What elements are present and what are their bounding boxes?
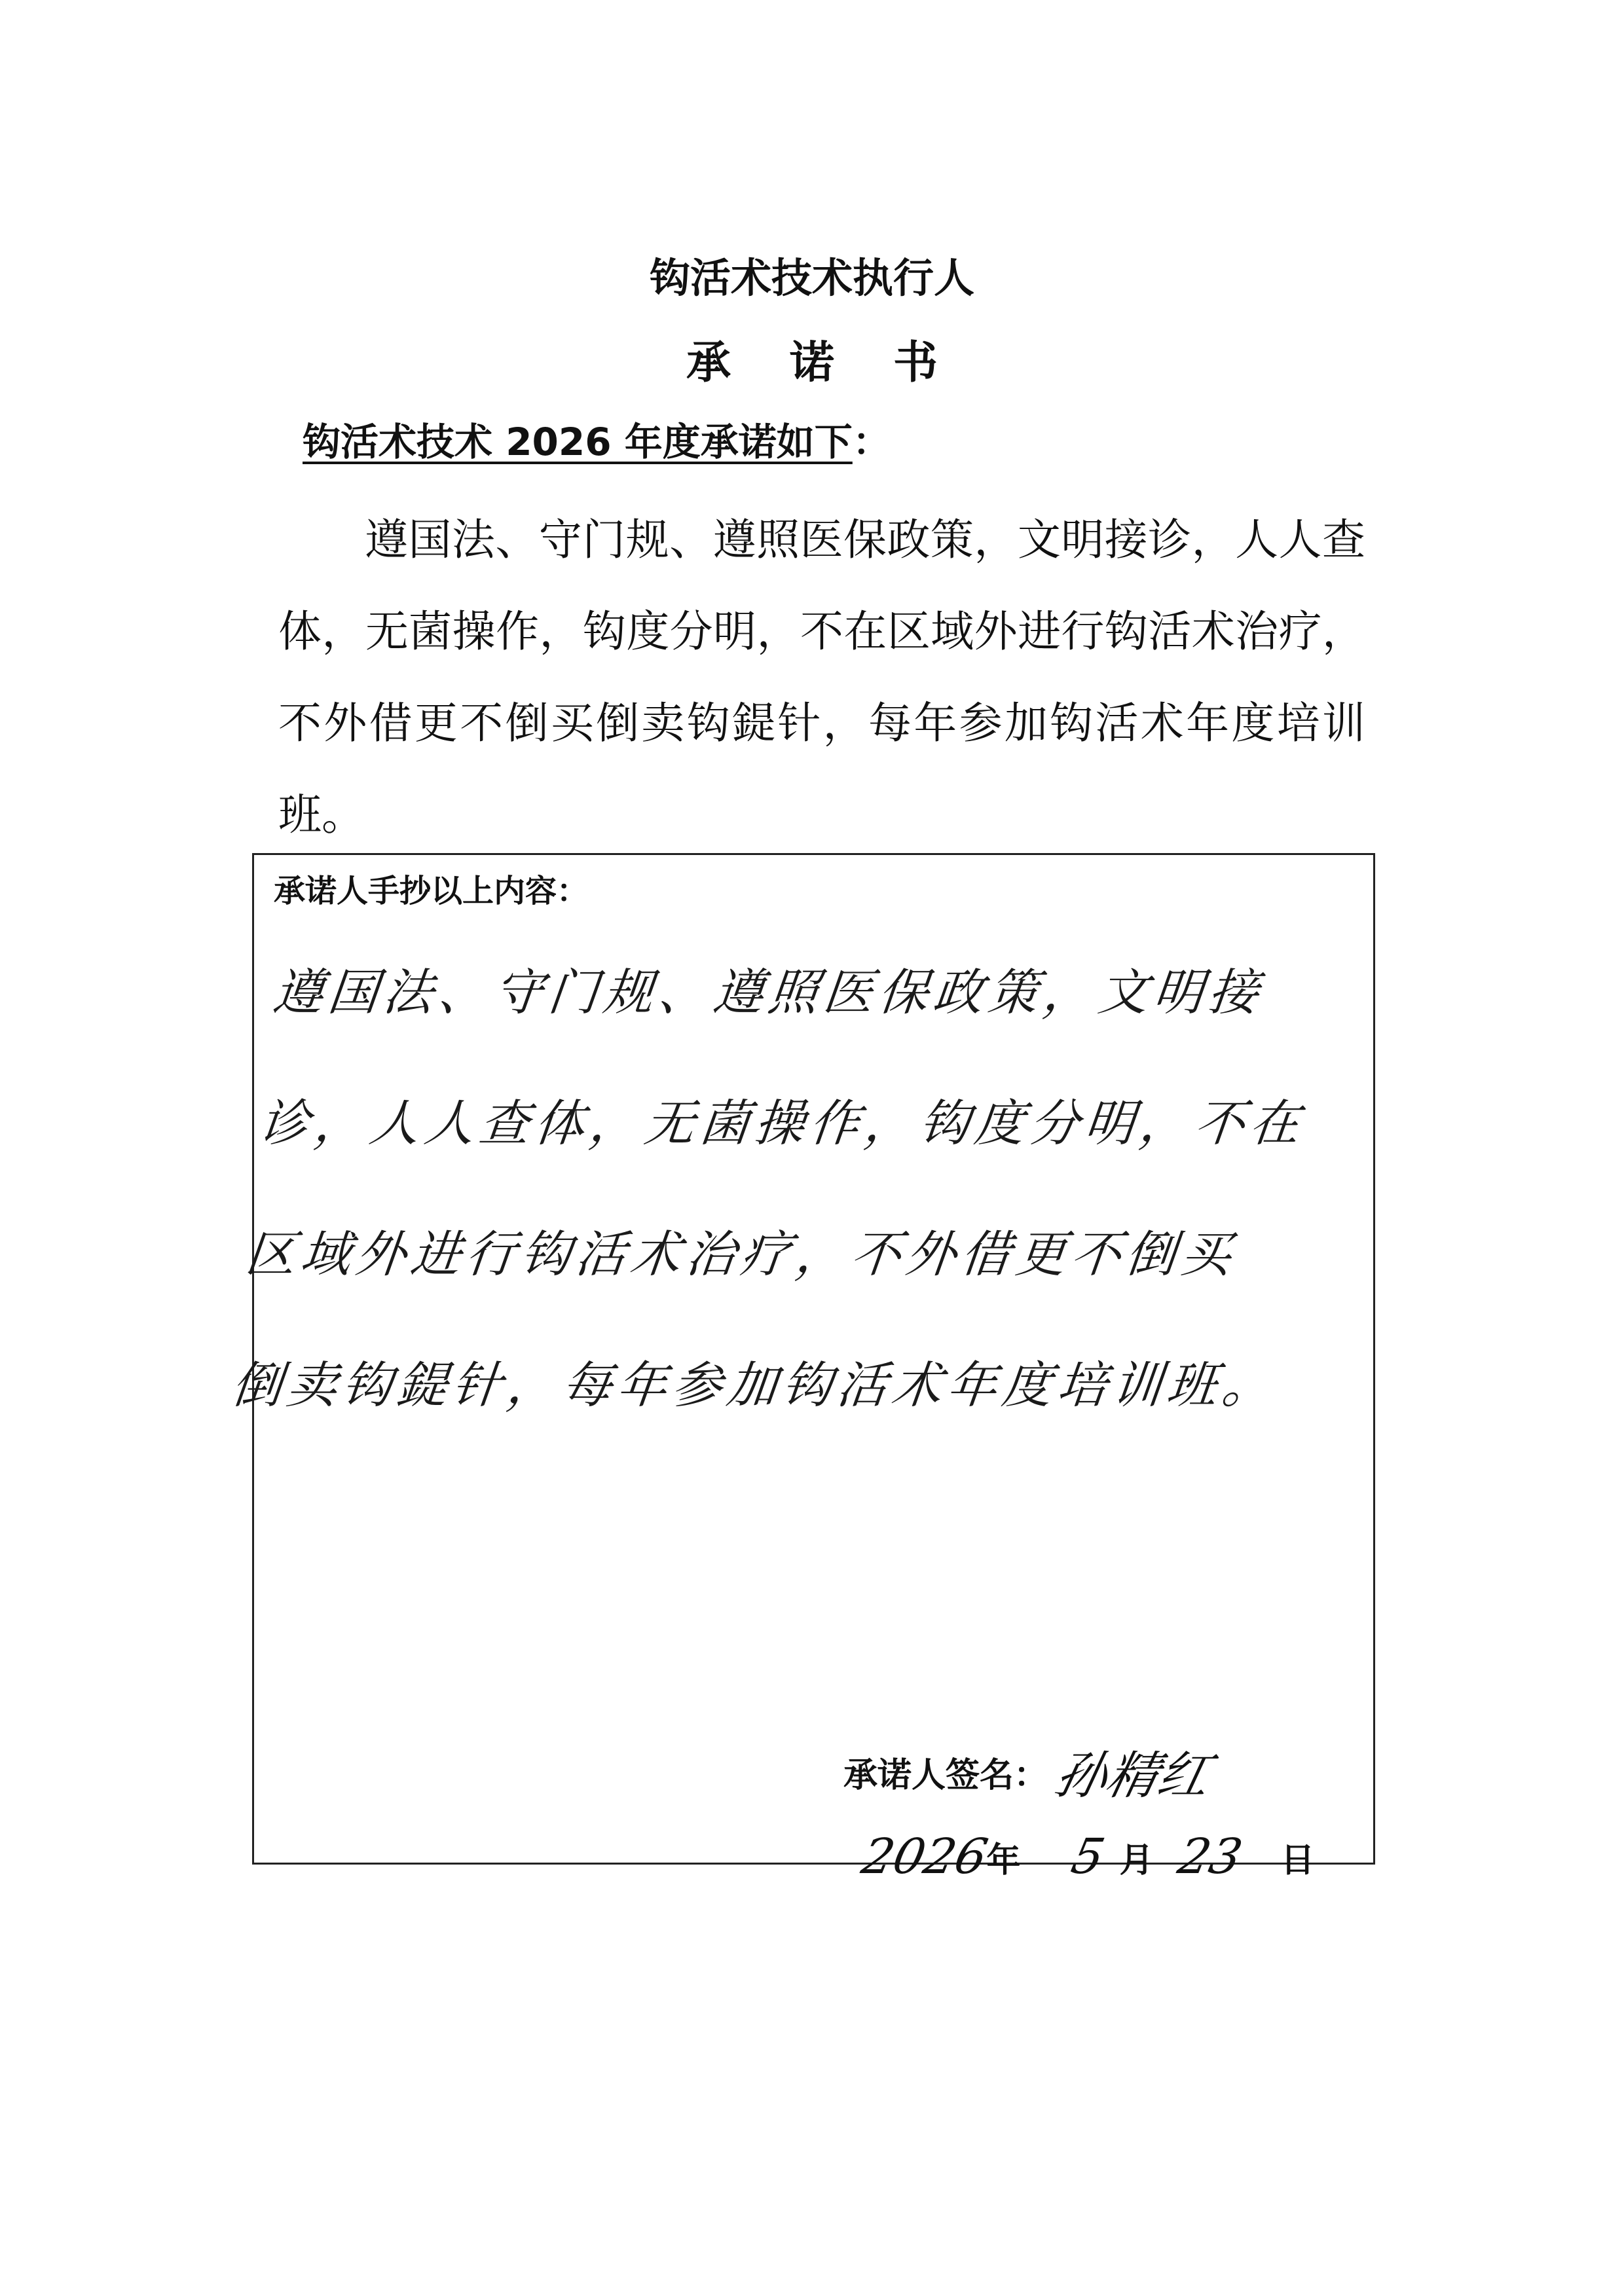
- intro-underlined-text: 钩活术技术 2026 年度承诺如下: [303, 420, 853, 464]
- handwritten-line: 倒卖钩鍉针，每年参加钩活术年度培训班。: [229, 1356, 1281, 1414]
- handwritten-line: 遵国法、守门规、遵照医保政策，文明接: [270, 963, 1267, 1021]
- handwritten-line: 诊，人人查体，无菌操作，钩度分明，不在: [256, 1094, 1308, 1152]
- intro-colon: ：: [852, 420, 891, 464]
- date-month-label: 月: [1119, 1840, 1154, 1880]
- document-title: 钩活术技术执行人: [649, 254, 974, 302]
- handwritten-copy-box: [229, 853, 1375, 1885]
- signature-label: 承诺人签名：: [843, 1755, 1048, 1795]
- date-month-handwritten: 5: [1067, 1829, 1110, 1885]
- copy-box-label: 承诺人手抄以上内容：: [274, 873, 589, 909]
- date-row: [857, 1821, 1315, 1893]
- intro-heading: [303, 412, 891, 471]
- document-subtitle: 承诺书: [686, 337, 997, 389]
- date-day-handwritten: 23: [1173, 1829, 1247, 1885]
- date-year-handwritten: 2026: [857, 1829, 993, 1885]
- date-day-label: 日: [1280, 1840, 1315, 1880]
- date-year-label: 年: [986, 1840, 1021, 1880]
- handwritten-line: 区域外进行钩活术治疗，不外借更不倒买: [242, 1225, 1240, 1283]
- handwritten-copy: [225, 927, 1354, 1451]
- commitment-paragraph: 遵国法、守门规、遵照医保政策，文明接诊，人人查体，无菌操作，钩度分明，不在区域外进行钩活术治疗，不外借更不倒买倒卖钩鍉针，每年参加钩活术年度培训班。: [278, 515, 1365, 840]
- handwritten-signature: 孙精红: [1049, 1747, 1216, 1806]
- signature-row: [843, 1736, 1216, 1808]
